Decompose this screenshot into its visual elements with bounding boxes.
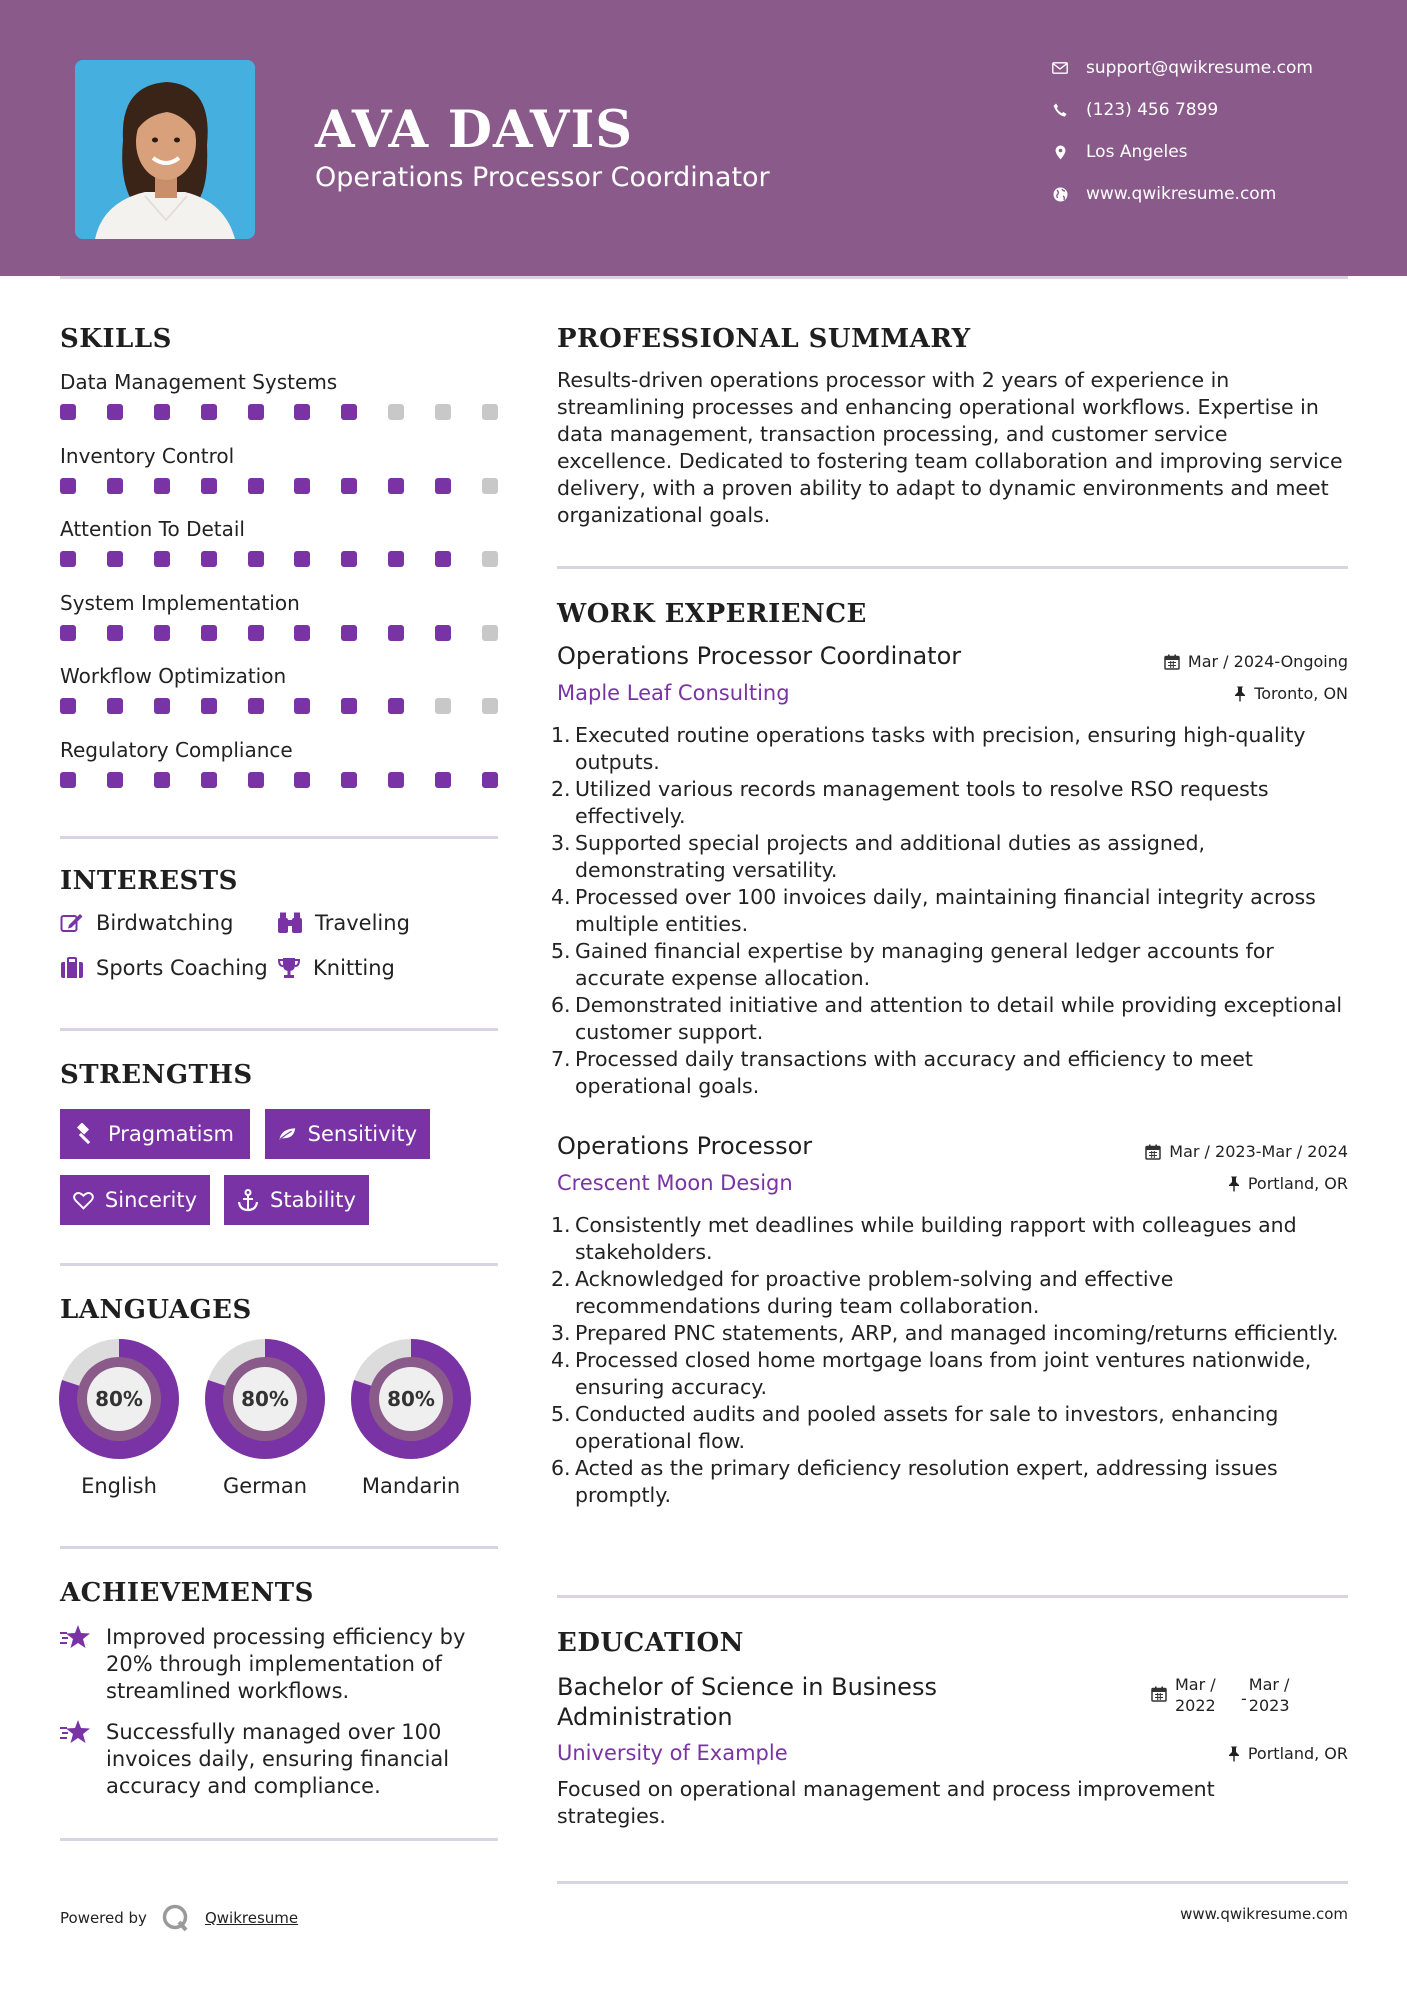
bullet-number: 1. [551,1213,571,1237]
language-ring [58,1338,180,1460]
skill-dot-filled [388,698,404,714]
job-bullet [548,1455,1348,1509]
strength-badge [60,1109,250,1159]
bullet-text: Acted as the primary deficiency resolution expert, addressing issues promptly. [575,1456,1278,1507]
skill-dot-filled [388,551,404,567]
job-bullet [548,1212,1348,1266]
globe-icon [1050,184,1070,204]
bullet-text: Demonstrated initiative and attention to detail while providing exceptional customer support. [575,993,1343,1044]
candidate-name: AVA DAVIS [315,100,634,160]
skill-rating [60,772,498,788]
interest-item [60,911,233,935]
bullet-text: Prepared PNC statements, ARP, and managed incoming/returns efficiently. [575,1321,1339,1345]
job-bullet [548,938,1348,992]
education-end-year: 2023 [1248,1696,1290,1715]
contact-location [1050,142,1370,162]
skill-dot-filled [435,478,451,494]
skill-name: System Implementation [60,590,300,615]
skill-rating [60,698,498,714]
skill-dot-filled [248,772,264,788]
skill-dot-filled [60,478,76,494]
star-icon [60,1719,92,1745]
contact-website-text: www.qwikresume.com [1086,184,1277,204]
strengths-divider [60,1263,498,1266]
job-bullet [548,1401,1348,1455]
job-location-text: Portland, OR [1247,1174,1348,1193]
qwikresume-link[interactable]: Qwikresume [204,1909,299,1927]
education-divider [557,1881,1348,1884]
skill-name: Inventory Control [60,443,235,468]
strength-badge [265,1109,430,1159]
job-title: Operations Processor [557,1132,813,1160]
skill-dot-filled [294,404,310,420]
interest-label: Traveling [315,911,410,935]
skill-dot-filled [248,478,264,494]
skill-dot-filled [201,404,217,420]
experience-divider [557,1595,1348,1598]
skill-dot-filled [154,478,170,494]
candidate-title: Operations Processor Coordinator [315,162,770,193]
skill-dot-filled [107,772,123,788]
skill-dot-filled [341,698,357,714]
skill-dot-filled [60,698,76,714]
interest-item [60,956,268,980]
job-dates [1164,652,1348,671]
bullet-number: 5. [551,1402,571,1426]
job-location [1228,1174,1348,1193]
skill-dot-filled [435,625,451,641]
bullet-number: 1. [551,723,571,747]
skill-dot-filled [294,551,310,567]
language-percent: 80% [241,1387,289,1411]
languages-divider [60,1546,498,1549]
job-title: Operations Processor Coordinator [557,642,962,670]
interests-heading: INTERESTS [60,866,238,896]
achievement-text: Improved processing efficiency by 20% through implementation of streamlined workflows. [106,1625,466,1703]
skill-dot-filled [341,772,357,788]
contact-email-text: support@qwikresume.com [1086,58,1313,78]
job-dates-text: Mar / 2024-Ongoing [1187,652,1348,671]
language-percent: 80% [95,1387,143,1411]
bullet-number: 2. [551,1267,571,1291]
skill-dot-filled [154,625,170,641]
language-ring [204,1338,326,1460]
skill-dot-filled [341,404,357,420]
strength-badge [224,1175,369,1225]
bullet-number: 7. [551,1047,571,1071]
bullet-text: Processed closed home mortgage loans from joint ventures nationwide, ensuring accuracy. [575,1348,1312,1399]
strength-label: Stability [270,1188,356,1212]
experience-heading: WORK EXPERIENCE [557,599,867,629]
education-start-month: Mar / [1175,1675,1216,1694]
skill-dot-filled [201,551,217,567]
contact-location-text: Los Angeles [1086,142,1188,162]
skill-dot-filled [154,772,170,788]
education-end-month: Mar / [1248,1675,1290,1694]
binoculars-icon [277,912,303,934]
education-location-text: Portland, OR [1247,1744,1348,1763]
pushpin-icon [1228,1176,1240,1192]
bullet-text: Supported special projects and additional duties as assigned, demonstrating versatility. [575,831,1206,882]
skill-dot-filled [294,625,310,641]
education-start-year: 2022 [1175,1696,1216,1715]
job-bullet [548,722,1348,776]
skill-dot-filled [482,772,498,788]
job-bullet [548,1266,1348,1320]
qwikresume-logo-icon [161,1903,191,1933]
job-dates [1145,1142,1348,1161]
contact-phone[interactable] [1050,100,1370,120]
skill-dot-filled [294,772,310,788]
job-bullet [548,884,1348,938]
header-divider [60,276,1348,279]
job-company: Crescent Moon Design [557,1171,793,1195]
job-bullets [548,722,1348,1100]
skill-rating [60,625,498,641]
skill-dot-filled [154,698,170,714]
strength-label: Sincerity [104,1188,197,1212]
skill-dot-filled [107,625,123,641]
heart-icon [73,1190,94,1211]
language-name: English [81,1474,157,1498]
job-company: Maple Leaf Consulting [557,681,790,705]
skills-divider [60,836,498,839]
skill-dot-filled [248,698,264,714]
skill-dot-filled [60,404,76,420]
strengths-heading: STRENGTHS [60,1060,253,1090]
job-bullet [548,830,1348,884]
contact-email[interactable] [1050,58,1370,78]
bullet-number: 4. [551,885,571,909]
interest-label: Sports Coaching [96,956,268,980]
skill-dot-filled [60,551,76,567]
bullet-text: Utilized various records management tools to resolve RSO requests effectively. [575,777,1269,828]
star-icon [60,1624,92,1650]
education-end [1249,1674,1299,1716]
education-degree: Bachelor of Science in Business Administration [557,1673,937,1731]
skill-dot-filled [60,625,76,641]
job-location [1234,684,1348,703]
skill-dot-filled [294,698,310,714]
skill-dot-empty [435,404,451,420]
job-bullet [548,992,1348,1046]
interests-divider [60,1028,498,1031]
trophy-icon [277,957,301,979]
skill-rating [60,404,498,420]
skill-dot-filled [248,404,264,420]
anchor-icon [237,1189,259,1212]
skill-dot-filled [107,404,123,420]
interest-label: Birdwatching [96,911,234,935]
skill-dot-empty [482,551,498,567]
language-name: German [222,1474,308,1498]
job-dates-text: Mar / 2023-Mar / 2024 [1169,1142,1348,1161]
summary-text: Results-driven operations processor with 2 years of experience in streamlining processes and enhancing operational workflows. Expertise in data management, transaction processing, and customer service excellence. Dedicated to fostering team collaboration and improving service delivery, with a proven ability to adapt to dynamic environments and meet organizational goals. [557,368,1343,527]
job-bullet [548,1347,1348,1401]
strength-label: Sensitivity [307,1122,417,1146]
date-separator: - [1241,1689,1247,1708]
bullet-number: 3. [551,831,571,855]
pushpin-icon [1228,1746,1240,1762]
skill-dot-filled [201,698,217,714]
calendar-icon [1145,1144,1161,1160]
language-ring [350,1338,472,1460]
education-location [1228,1744,1348,1763]
education-description: Focused on operational management and process improvement strategies. [557,1777,1215,1828]
skill-dot-filled [201,772,217,788]
calendar-icon [1164,654,1180,670]
summary-divider [557,566,1348,569]
edit-icon [60,912,84,934]
skill-dot-filled [201,625,217,641]
contact-phone-text: (123) 456 7899 [1086,100,1219,120]
skill-dot-filled [388,625,404,641]
skill-dot-empty [482,478,498,494]
achievements-divider [60,1838,498,1841]
bullet-text: Consistently met deadlines while building rapport with colleagues and stakeholders. [575,1213,1297,1264]
skill-dot-filled [60,772,76,788]
bullet-text: Processed over 100 invoices daily, maintaining financial integrity across multiple entities. [575,885,1316,936]
summary-heading: PROFESSIONAL SUMMARY [557,324,971,354]
skill-dot-empty [482,625,498,641]
footer-powered-by [60,1903,298,1933]
skill-dot-filled [294,478,310,494]
bullet-text: Gained financial expertise by managing general ledger accounts for accurate expense allocation. [575,939,1274,990]
skill-dot-filled [154,404,170,420]
powered-by-label: Powered by [60,1909,147,1927]
job-location-text: Toronto, ON [1254,684,1348,703]
skill-dot-filled [248,551,264,567]
skill-dot-empty [435,698,451,714]
skill-dot-filled [154,551,170,567]
skill-dot-filled [388,478,404,494]
interest-label: Knitting [313,956,395,980]
skill-dot-filled [107,698,123,714]
education-start [1175,1674,1241,1716]
interest-item [277,956,395,980]
bullet-number: 5. [551,939,571,963]
job-bullets [548,1212,1348,1509]
skill-name: Data Management Systems [60,370,338,394]
bullet-text: Acknowledged for proactive problem-solving and effective recommendations during team collaboration. [575,1267,1174,1318]
skill-dot-empty [482,698,498,714]
job-bullet [548,1046,1348,1100]
job-bullet [548,776,1348,830]
interest-item [277,911,410,935]
skill-dot-filled [201,478,217,494]
calendar-icon [1151,1686,1167,1702]
bullet-number: 2. [551,777,571,801]
map-pin-icon [1050,142,1070,162]
skill-dot-filled [248,625,264,641]
skill-rating [60,551,498,567]
skill-dot-filled [435,551,451,567]
achievement-text: Successfully managed over 100 invoices daily, ensuring financial accuracy and compliance. [106,1720,450,1798]
education-heading: EDUCATION [557,1628,744,1658]
skill-dot-filled [388,772,404,788]
bullet-number: 6. [551,993,571,1017]
leaf-icon [278,1124,297,1144]
envelope-icon [1050,58,1070,78]
skill-rating [60,478,498,494]
skill-name: Attention To Detail [60,517,245,541]
achievements-heading: ACHIEVEMENTS [60,1578,314,1608]
bullet-text: Processed daily transactions with accuracy and efficiency to meet operational goals. [575,1047,1253,1098]
pushpin-icon [1234,686,1246,702]
skill-name: Regulatory Compliance [60,737,293,762]
skill-dot-filled [107,478,123,494]
bullet-number: 4. [551,1348,571,1372]
strength-label: Pragmatism [108,1122,234,1146]
achievement-item [60,1624,500,1705]
skills-heading: SKILLS [60,324,172,354]
briefcase-icon [60,957,84,979]
bullet-text: Executed routine operations tasks with precision, ensuring high-quality outputs. [575,723,1306,774]
language-percent: 80% [387,1387,435,1411]
skill-dot-filled [341,478,357,494]
skill-dot-filled [107,551,123,567]
job-bullet [548,1320,1348,1347]
skill-name: Workflow Optimization [60,664,287,688]
skill-dot-empty [388,404,404,420]
profile-photo [75,60,255,239]
footer-url[interactable]: www.qwikresume.com [1180,1905,1348,1923]
education-school: University of Example [557,1741,788,1765]
education-dates [1151,1674,1299,1716]
skill-dot-filled [435,772,451,788]
skill-dot-empty [482,404,498,420]
gavel-icon [73,1123,97,1145]
bullet-number: 6. [551,1456,571,1480]
phone-icon [1050,100,1070,120]
skill-dot-filled [341,625,357,641]
achievement-item [60,1719,500,1800]
bullet-number: 3. [551,1321,571,1345]
bullet-text: Conducted audits and pooled assets for sale to investors, enhancing operational flow. [575,1402,1279,1453]
language-name: Mandarin [361,1474,461,1498]
skill-dot-filled [341,551,357,567]
contact-website[interactable] [1050,184,1370,204]
strength-badge [60,1175,210,1225]
languages-heading: LANGUAGES [60,1295,252,1325]
